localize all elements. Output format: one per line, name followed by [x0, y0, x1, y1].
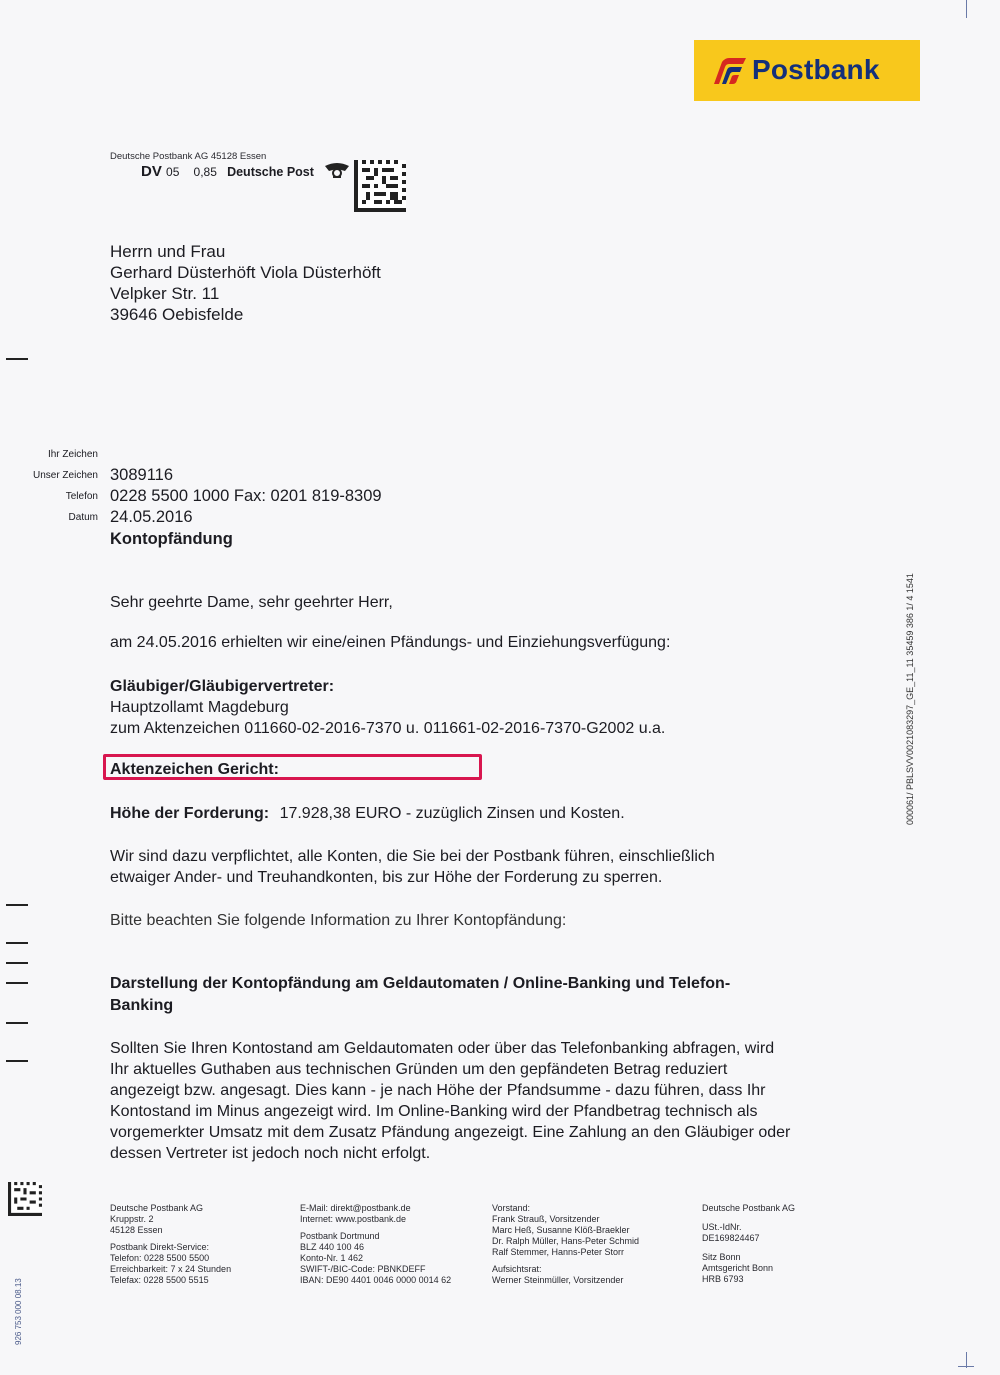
paragraph-line-5: vorgemerkter Umsatz mit dem Zusatz Pfändung angezeigt. Eine Zahlung an den Gläubiger oder [110, 1124, 791, 1141]
logo-brand-text: Postbank [752, 54, 880, 85]
footer-line: Erreichbarkeit: 7 x 24 Stunden [110, 1264, 232, 1274]
footer-line: Telefax: 0228 5500 5515 [110, 1275, 209, 1285]
footer-line: Werner Steinmüller, Vorsitzender [492, 1275, 624, 1285]
post-horn-icon [323, 162, 351, 180]
margin-mark [6, 904, 28, 906]
footer-line: Telefon: 0228 5500 5500 [110, 1253, 210, 1263]
postage-line [141, 163, 314, 180]
footer-spacer [702, 1214, 795, 1222]
salutation: Sehr geehrte Dame, sehr geehrter Herr, [110, 594, 393, 611]
paragraph-line-4: Kontostand im Minus angezeigt wird. Im Online-Banking wird der Pfandbetrag technisch als [110, 1103, 758, 1120]
postage-dv-num: 05 [166, 165, 180, 179]
notice-text: Bitte beachten Sie folgende Information zu Ihrer Kontopfändung: [110, 912, 567, 929]
telefon-value: 0228 5500 1000 Fax: 0201 819-8309 [110, 487, 382, 505]
paragraph-line-6: dessen Vertreter ist jedoch noch nicht erfolgt. [110, 1145, 431, 1162]
margin-mark [6, 982, 28, 984]
sender-line: Deutsche Postbank AG 45128 Essen [110, 151, 267, 162]
paragraph-line-1: Sollten Sie Ihren Kontostand am Geldautomaten oder über das Telefonbanking abfragen, wird [110, 1040, 775, 1057]
paragraph-line-2: Ihr aktuelles Guthaben aus technischen Gründen um den gepfändeten Betrag reduziert [110, 1061, 728, 1078]
margin-mark [6, 962, 28, 964]
unser-zeichen-value: 3089116 [110, 466, 174, 484]
corner-mark [958, 1366, 974, 1367]
footer-column-registration [702, 1203, 795, 1285]
footer-line: Vorstand: [492, 1203, 531, 1213]
footer-line: Internet: www.postbank.de [300, 1214, 407, 1224]
margin-mark [6, 1022, 28, 1024]
footer-line: 45128 Essen [110, 1225, 163, 1235]
footer-line: Dr. Ralph Müller, Hans-Peter Schmid [492, 1236, 640, 1246]
recipient-line-1: Herrn und Frau [110, 242, 226, 261]
ihr-zeichen-label: Ihr Zeichen [47, 449, 98, 460]
footer-line: HRB 6793 [702, 1274, 744, 1284]
court-reference-label: Aktenzeichen Gericht: [110, 761, 279, 778]
claim-line [110, 803, 625, 825]
footer-line: Aufsichtsrat: [492, 1264, 542, 1274]
footer-line: Deutsche Postbank AG [702, 1203, 796, 1213]
datum-value: 24.05.2016 [110, 508, 193, 526]
fold-mark [6, 358, 28, 360]
claim-label: Höhe der Forderung: [110, 805, 270, 822]
footer-line: Amtsgericht Bonn [702, 1263, 774, 1273]
footer-column-contact [300, 1203, 451, 1286]
datamatrix-code-icon [354, 160, 406, 212]
side-reference-code: 000061/ PBLSVV0021083297_GE_11_11 35459 386 1/ 4 1541 [905, 573, 915, 825]
footer-line: SWIFT-/BIC-Code: PBNKDEFF [300, 1264, 426, 1274]
postage-carrier: Deutsche Post [227, 165, 314, 179]
footer-line: Konto-Nr. 1 462 [300, 1253, 364, 1263]
creditor-heading: Gläubiger/Gläubigervertreter: [110, 678, 335, 695]
obligation-line-2: etwaiger Ander- und Treuhandkonten, bis zur Höhe der Forderung zu sperren. [110, 869, 663, 886]
creditor-name: Hauptzollamt Magdeburg [110, 699, 289, 716]
footer-column-company [110, 1203, 231, 1286]
paragraph-line-3: angezeigt bzw. angesagt. Dies kann - je nach Höhe der Pfandsumme - dazu führen, dass Ihr [110, 1082, 766, 1099]
postage-dv: DV [141, 163, 162, 180]
footer-line: Deutsche Postbank AG [110, 1203, 204, 1213]
postbank-logo [694, 40, 920, 101]
postbank-logo-icon [712, 56, 748, 86]
footer-line: BLZ 440 100 46 [300, 1242, 365, 1252]
footer-line: IBAN: DE90 4401 0046 0000 0014 62 [300, 1275, 452, 1285]
corner-mark [966, 0, 967, 18]
footer-column-board [492, 1203, 639, 1286]
footer-line: Postbank Dortmund [300, 1231, 380, 1241]
recipient-line-3: Velpker Str. 11 [110, 284, 220, 303]
footer-line: USt.-IdNr. [702, 1222, 742, 1232]
footer-line: Postbank Direkt-Service: [110, 1242, 210, 1252]
footer-line: DE169824467 [702, 1233, 760, 1243]
footer-spacer [702, 1244, 795, 1252]
footer-line: Ralf Stemmer, Hanns-Peter Storr [492, 1247, 625, 1257]
margin-mark [6, 1060, 28, 1062]
footer-line: Frank Strauß, Vorsitzender [492, 1214, 600, 1224]
recipient-line-4: 39646 Oebisfelde [110, 305, 244, 324]
subject-title: Kontopfändung [110, 530, 233, 548]
footer-line: Sitz Bonn [702, 1252, 741, 1262]
footer-line: Kruppstr. 2 [110, 1214, 154, 1224]
footer-datamatrix-icon [8, 1182, 42, 1216]
recipient-address [110, 241, 381, 325]
footer-line: Marc Heß, Susanne Klöß-Braekler [492, 1225, 630, 1235]
section-heading-line-1: Darstellung der Kontopfändung am Geldautomaten / Online-Banking und Telefon- [110, 975, 731, 992]
form-code: 926 753 000 08.13 [14, 1278, 23, 1345]
telefon-label: Telefon [65, 491, 98, 502]
obligation-line-1: Wir sind dazu verpflichtet, alle Konten, die Sie bei der Postbank führen, einschließlich [110, 848, 715, 865]
creditor-reference: zum Aktenzeichen 011660-02-2016-7370 u. 011661-02-2016-7370-G2002 u.a. [110, 720, 666, 737]
postage-amount: 0,85 [193, 165, 217, 179]
recipient-line-2: Gerhard Düsterhöft Viola Düsterhöft [110, 263, 381, 282]
margin-mark [6, 942, 28, 944]
intro-text: am 24.05.2016 erhielten wir eine/einen Pfändungs- und Einziehungsverfügung: [110, 634, 671, 651]
section-heading-line-2: Banking [110, 997, 174, 1014]
footer-line: E-Mail: direkt@postbank.de [300, 1203, 411, 1213]
datum-label: Datum [68, 512, 98, 523]
unser-zeichen-label: Unser Zeichen [32, 470, 98, 481]
claim-value: 17.928,38 EURO - zuzüglich Zinsen und Kosten. [279, 805, 625, 822]
